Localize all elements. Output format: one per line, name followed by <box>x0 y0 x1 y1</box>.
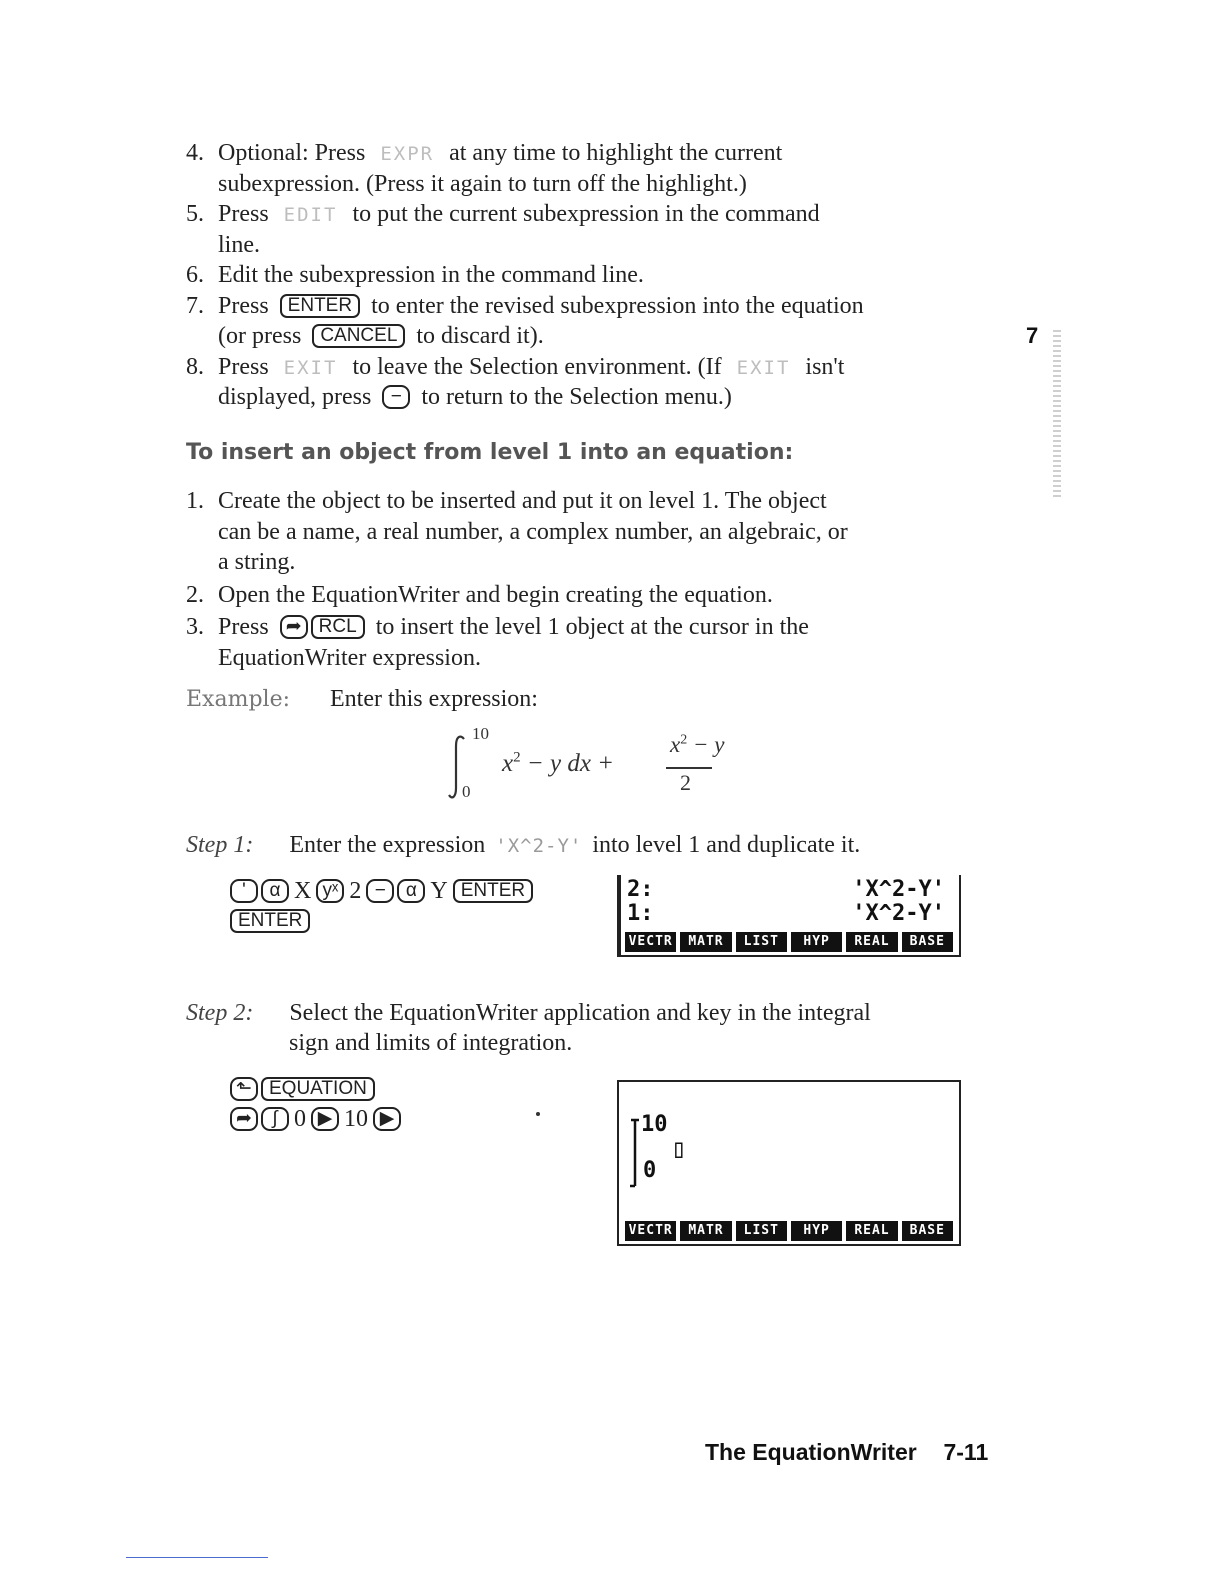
list-item-line <box>218 138 782 169</box>
menu-key-exit: EXIT <box>283 356 338 379</box>
softkey-vectr: VECTR <box>625 1221 676 1241</box>
list-text: Press <box>218 201 275 227</box>
example-text: Enter this expression: <box>330 686 538 712</box>
step1-text-b: into level 1 and duplicate it. <box>586 832 861 858</box>
key-symbol: ' <box>230 879 258 903</box>
step1-label: Step 1: <box>186 832 254 858</box>
list-item-line <box>218 321 544 352</box>
list-text: Edit the subexpression in the command line. <box>218 262 644 288</box>
softkey-base: BASE <box>902 1221 953 1241</box>
softkey-real: REAL <box>846 1221 897 1241</box>
menu-key-exit: EXIT <box>736 356 791 379</box>
key-symbol: ∫ <box>261 1107 289 1131</box>
key-enter: ENTER <box>453 879 533 903</box>
example-label: Example: <box>186 687 290 712</box>
keystroke-text: X <box>294 878 312 904</box>
calculator-screen-step1 <box>617 875 961 957</box>
list-text: to insert the level 1 object at the cursor in the <box>369 614 809 640</box>
softkey-real: REAL <box>846 932 897 952</box>
keystroke-text: 2 <box>349 878 362 904</box>
step2-instruction <box>186 998 871 1029</box>
stack-level2-value: 'X^2-Y' <box>852 877 945 902</box>
key-enter: ENTER <box>230 909 310 933</box>
step2-keystrokes-row1 <box>230 1074 375 1105</box>
list-item-line <box>218 547 295 578</box>
list-item-number: 4. <box>186 140 204 166</box>
fraction-numerator: $x^2 - y$ <box>670 732 725 757</box>
list-text: to enter the revised subexpression into the equation <box>365 292 864 319</box>
section-heading: To insert an object from level 1 into an equation: <box>186 440 794 465</box>
list-text: displayed, press <box>218 384 378 410</box>
dot-mark <box>536 1112 540 1116</box>
integral-lower-limit: 0 <box>462 782 471 801</box>
list-item-number: 8. <box>186 353 204 380</box>
menu-key-edit: EDIT <box>283 204 338 226</box>
list-text: a string. <box>218 549 296 575</box>
step1-instruction <box>186 830 860 861</box>
list-text: Create the object to be inserted and put it on level 1. The object <box>218 488 827 514</box>
list-text: at any time to highlight the current <box>443 140 783 166</box>
list-item-line <box>218 486 827 517</box>
softkey-hyp: HYP <box>791 1221 842 1241</box>
softkey-hyp: HYP <box>791 932 842 952</box>
list-item-number: 5. <box>186 201 204 227</box>
page-edge-marks <box>1053 330 1061 500</box>
keystroke-text: 0 <box>294 1106 306 1132</box>
list-item-line <box>218 199 820 230</box>
integral-upper-limit: 10 <box>472 724 489 743</box>
list-text: Open the EquationWriter and begin creating the equation. <box>218 581 773 608</box>
list-text: line. <box>218 231 260 258</box>
key-symbol: − <box>382 385 410 409</box>
softkey-list: LIST <box>736 932 787 952</box>
key-symbol: − <box>366 879 394 903</box>
calculator-screen-step2 <box>617 1080 961 1246</box>
list-item-line <box>218 169 747 200</box>
key-symbol: α <box>261 879 289 903</box>
softkey-menu-step1 <box>625 932 953 952</box>
key-rcl: RCL <box>311 615 365 639</box>
integrand: $x^2 - y$ dx + <box>502 749 615 777</box>
list-text: (or press <box>218 323 308 349</box>
menu-key-expr: EXPR <box>380 143 435 165</box>
step2-label: Step 2: <box>186 1000 254 1026</box>
list-text: to discard it). <box>410 323 544 349</box>
list-item-line <box>218 382 732 413</box>
list-text: to leave the Selection environment. (If <box>346 353 728 380</box>
step1-keystrokes-row2 <box>230 906 310 937</box>
step2-line2: sign and limits of integration. <box>289 1030 573 1056</box>
step1-expression-code: 'X^2-Y' <box>495 835 583 857</box>
list-item-line <box>218 517 848 548</box>
key-symbol: ⬑ <box>230 1077 258 1101</box>
list-item-line <box>218 580 773 611</box>
list-item-line <box>218 612 809 643</box>
list-item-number: 2. <box>186 581 204 608</box>
list-item-line <box>218 352 844 383</box>
bottom-rule <box>126 1557 268 1558</box>
stack-level1-label: 1: <box>627 901 654 926</box>
list-item-number: 1. <box>186 488 204 514</box>
footer-title: The EquationWriter <box>705 1439 917 1465</box>
running-footer <box>705 1439 988 1466</box>
chapter-tab: 7 <box>1026 323 1039 348</box>
list-item-line <box>218 260 644 291</box>
example-formula <box>418 722 738 808</box>
list-text: isn't <box>799 353 845 380</box>
softkey-list: LIST <box>736 1221 787 1241</box>
footer-page-number: 7-11 <box>943 1439 989 1465</box>
list-item-line <box>218 230 260 261</box>
screen-lower-limit: 0 <box>643 1158 657 1183</box>
stack-level1-value: 'X^2-Y' <box>852 901 945 926</box>
example-block <box>186 684 538 715</box>
softkey-matr: MATR <box>680 1221 731 1241</box>
list-text: subexpression. (Press it again to turn off the highlight.) <box>218 170 747 197</box>
key-cancel: CANCEL <box>312 324 405 348</box>
list-text: Press <box>218 614 275 640</box>
step2-line1: Select the EquationWriter application and key in the integral <box>289 1000 871 1026</box>
step1-text-a: Enter the expression <box>289 832 492 858</box>
step2-keystrokes-row2 <box>230 1104 401 1135</box>
list-text: to return to the Selection menu.) <box>415 384 732 410</box>
softkey-menu-step2 <box>625 1221 953 1241</box>
list-text: Optional: Press <box>218 140 372 166</box>
list-text: to put the current subexpression in the command <box>346 201 820 227</box>
list-text: EquationWriter expression. <box>218 644 481 671</box>
stack-level2-label: 2: <box>627 877 654 902</box>
fraction-bar <box>666 767 712 769</box>
list-item-number: 3. <box>186 614 204 640</box>
list-text: Press <box>218 353 275 380</box>
fraction-denominator: 2 <box>680 770 691 795</box>
key-equation: EQUATION <box>261 1077 375 1101</box>
list-item-line <box>218 291 864 322</box>
list-item-line <box>218 643 481 674</box>
screen-cursor: ▯ <box>671 1134 687 1164</box>
list-item-number: 6. <box>186 262 204 288</box>
keystroke-text: Y <box>430 878 448 904</box>
list-text: Press <box>218 292 275 319</box>
key-symbol: α <box>397 879 425 903</box>
key-symbol: ➦ <box>280 615 308 639</box>
key-symbol: ▶ <box>311 1107 339 1131</box>
keystroke-text: 10 <box>344 1106 368 1132</box>
list-text: can be a name, a real number, a complex number, an algebraic, or <box>218 518 848 545</box>
softkey-base: BASE <box>902 932 953 952</box>
softkey-vectr: VECTR <box>625 932 676 952</box>
key-symbol: ▶ <box>373 1107 401 1131</box>
key-yˣ: yˣ <box>316 879 344 903</box>
softkey-matr: MATR <box>680 932 731 952</box>
key-enter: ENTER <box>280 294 360 318</box>
key-symbol: ➦ <box>230 1107 258 1131</box>
step1-keystrokes-row1 <box>230 876 533 907</box>
list-item-number: 7. <box>186 292 204 319</box>
screen-upper-limit: 10 <box>641 1112 668 1137</box>
